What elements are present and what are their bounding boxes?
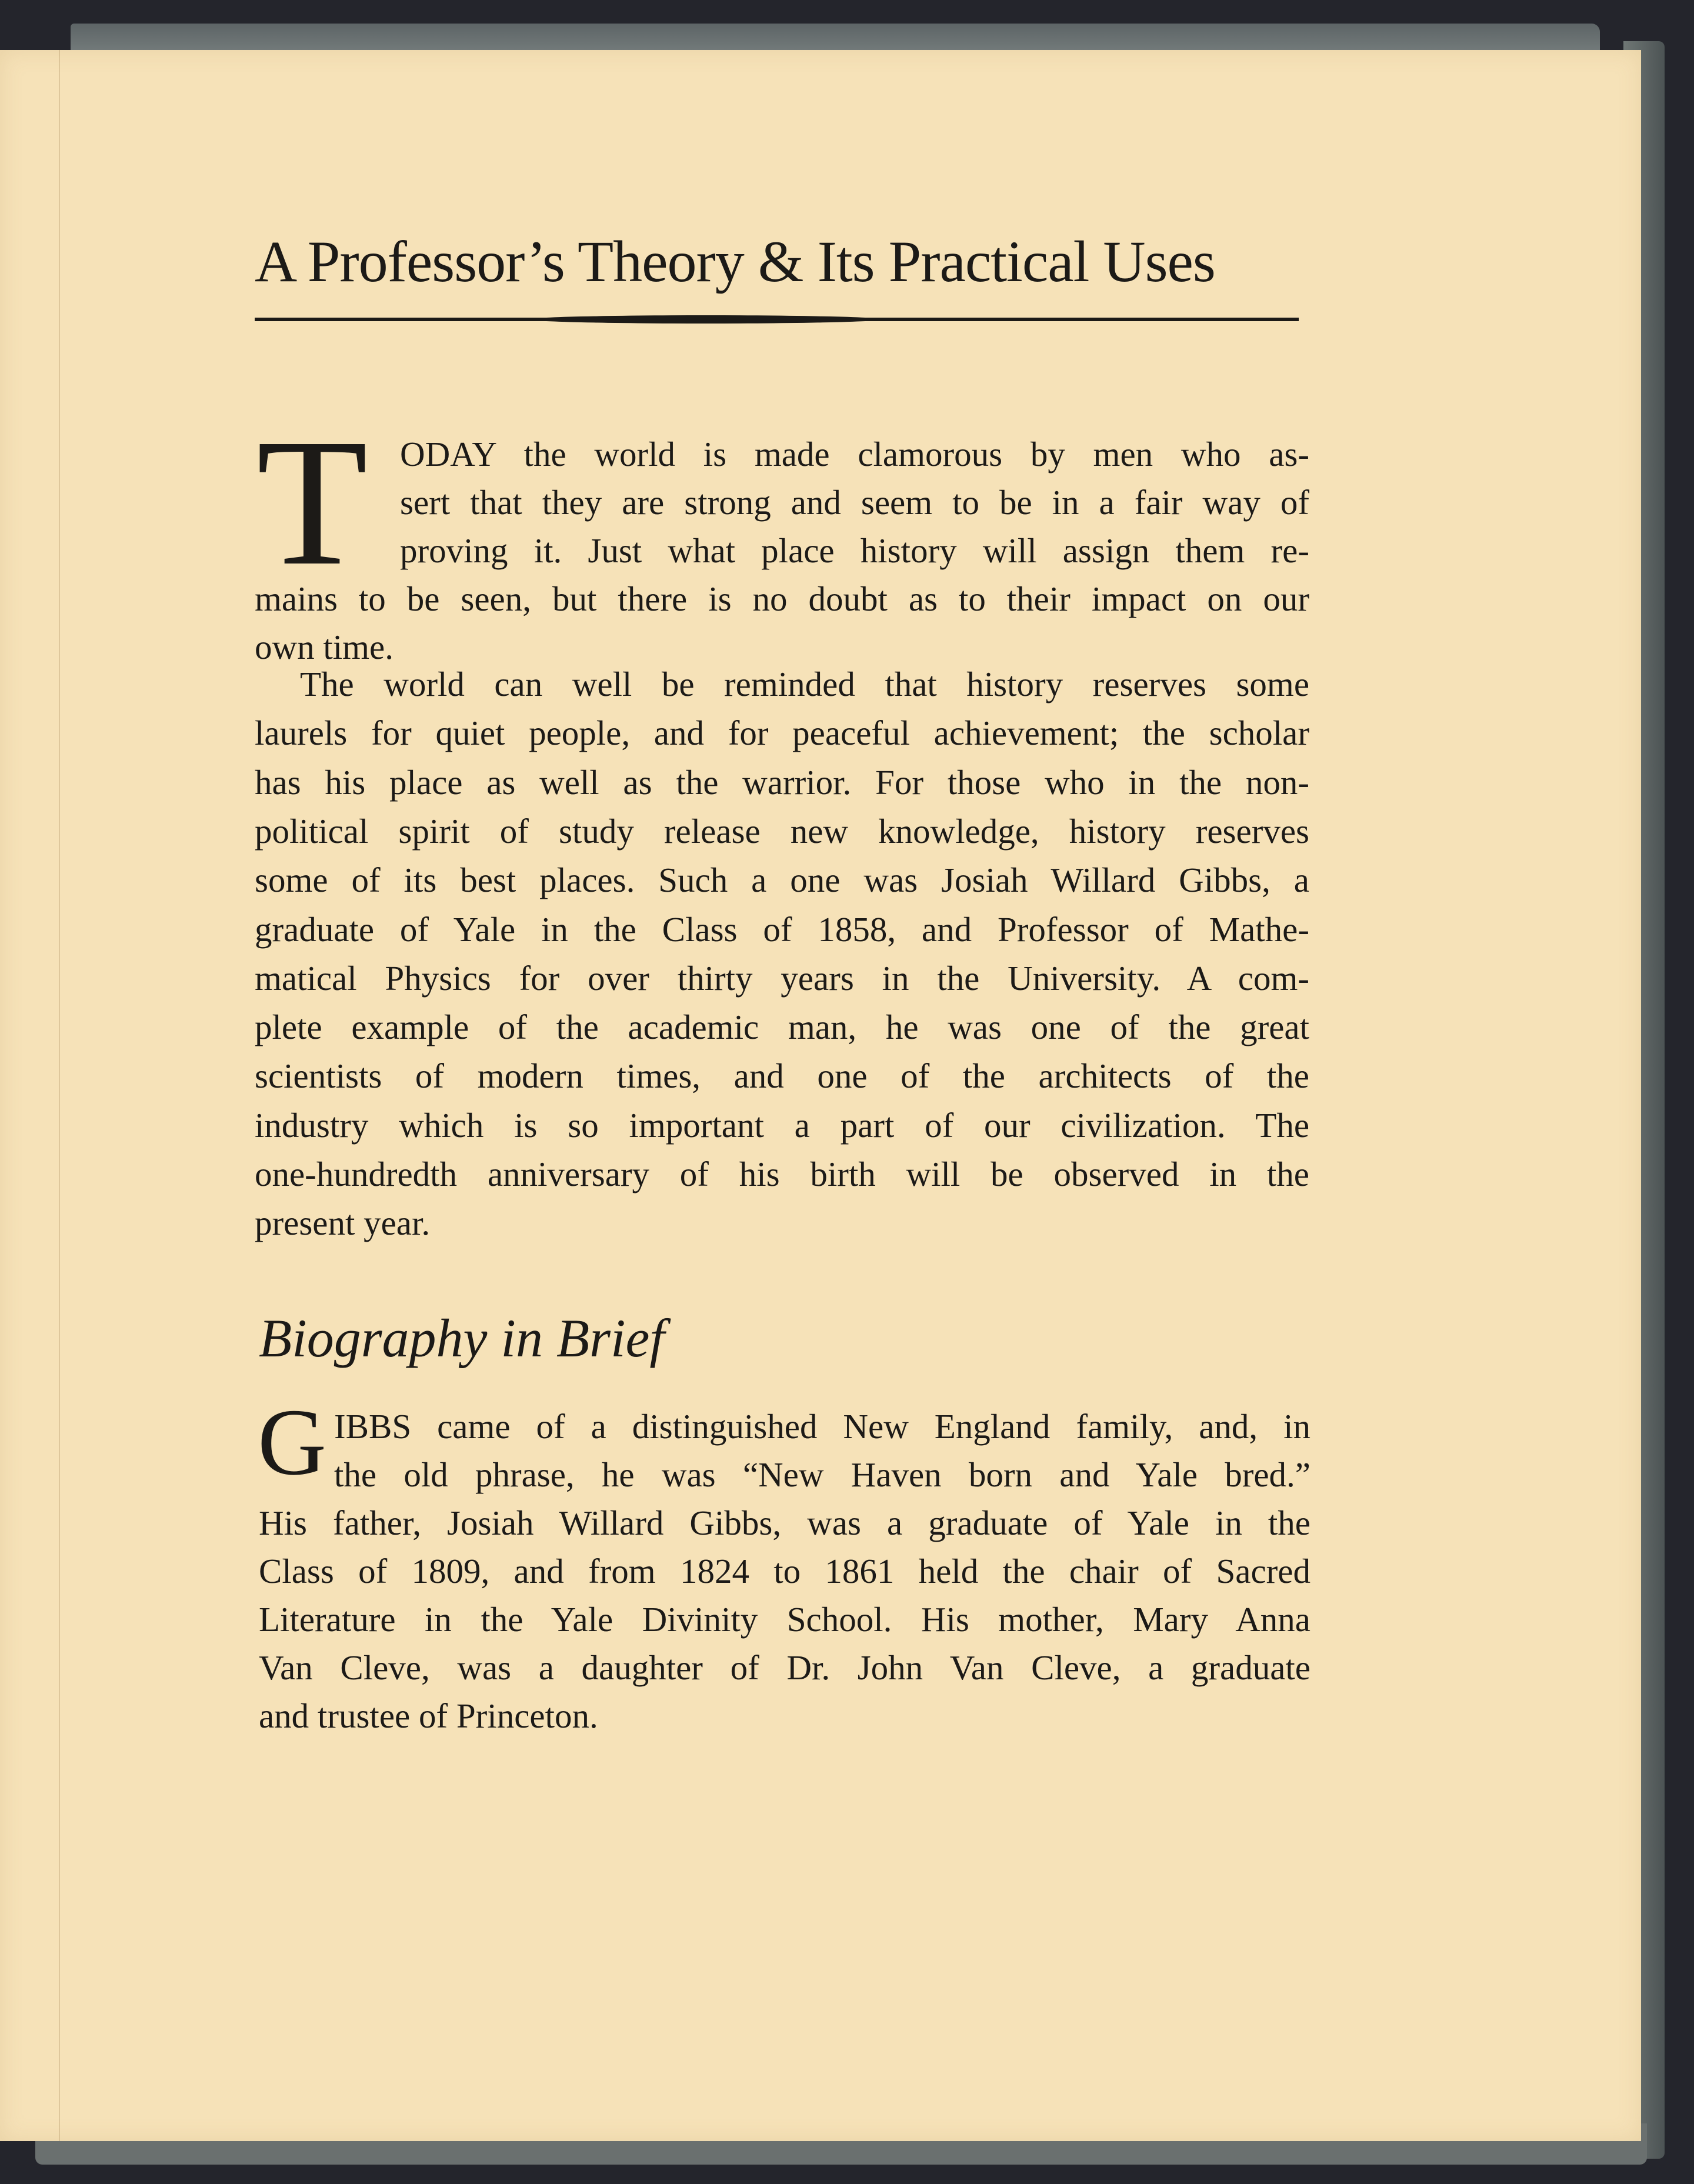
text-line: ODAY the world is made clamorous by men who as- [400, 435, 1309, 474]
text-line: and trustee of Princeton. [259, 1696, 598, 1735]
text-line: present year. [255, 1203, 431, 1243]
text-line: matical Physics for over thirty years in the University. A com- [255, 958, 1309, 998]
drop-cap-t: T [256, 402, 368, 603]
text-line: plete example of the academic man, he was one of the great [255, 1008, 1309, 1047]
text-line: laurels for quiet people, and for peaceful achievement; the scholar [255, 713, 1309, 753]
text-line: Van Cleve, was a daughter of Dr. John Van Cleve, a graduate [259, 1648, 1310, 1687]
text-line: own time. [255, 628, 394, 666]
page-title: A Professor’s Theory & Its Practical Uses [255, 229, 1215, 294]
drop-cap-g: G [258, 1390, 326, 1495]
text-line: has his place as well as the warrior. For those who in the non- [255, 762, 1309, 802]
page-fold [59, 50, 60, 2141]
text-line: His father, Josiah Willard Gibbs, was a graduate of Yale in the [259, 1503, 1310, 1542]
text-line: the old phrase, he was “New Haven born and Yale bred.” [334, 1455, 1310, 1494]
text-line: industry which is so important a part of our civilization. The [255, 1105, 1309, 1145]
text-line: political spirit of study release new knowledge, history reserves [255, 811, 1309, 851]
text-line: Class of 1809, and from 1824 to 1861 held the chair of Sacred [259, 1552, 1310, 1591]
text-line: some of its best places. Such a one was Josiah Willard Gibbs, a [255, 861, 1309, 900]
text-line: one-hundredth anniversary of his birth will be observed in the [255, 1155, 1309, 1193]
text-line: Literature in the Yale Divinity School. His mother, Mary Anna [259, 1600, 1310, 1639]
text-line: The world can well be reminded that history reserves some [300, 665, 1309, 703]
text-line: sert that they are strong and seem to be in a fair way of [400, 483, 1309, 522]
title-rule-swell [529, 315, 882, 324]
text-line: proving it. Just what place history will assign them re- [400, 531, 1309, 570]
text-line: graduate of Yale in the Class of 1858, and Professor of Mathe- [255, 909, 1309, 949]
text-line: mains to be seen, but there is no doubt as to their impact on our [255, 579, 1309, 618]
section-heading: Biography in Brief [259, 1308, 665, 1368]
text-line: IBBS came of a distinguished New England family, and, in [334, 1407, 1310, 1446]
text-line: scientists of modern times, and one of the architects of the [255, 1056, 1309, 1096]
